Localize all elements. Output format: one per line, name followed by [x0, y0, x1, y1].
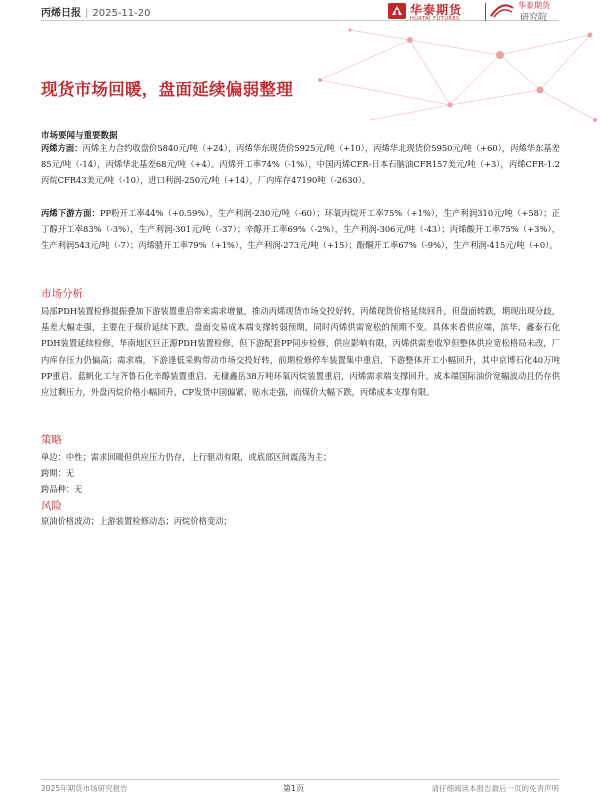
header-separator: |	[85, 8, 89, 19]
strategy-heading: 策略	[41, 434, 62, 446]
institute-top: 华泰期货	[518, 1, 550, 10]
strategy-cross: 跨品种：无	[41, 484, 83, 494]
institute-logo-icon	[490, 2, 514, 18]
report-name: 丙烯日报	[41, 8, 81, 19]
report-header	[41, 4, 151, 19]
network-decoration	[290, 20, 600, 130]
risk-heading: 风险	[41, 500, 62, 512]
report-date: 2025-11-20	[92, 8, 151, 19]
risk-text: 原油价格波动；上游装置检修动态；丙烷价格变动；	[41, 516, 232, 526]
propylene-label: 丙烯方面：	[41, 143, 83, 153]
propylene-text: 丙烯主力合约收盘价5840元/吨（+24），丙烯华东现货价5925元/吨（+10），丙烯华北现货价5950元/吨（+60），丙烯华东基差85元/吨（-14），丙烯华北基差68元/吨（+4）。丙烯开工率74%（-1%），中国丙烯CFR-日本石脑油CFR157美元/吨（+3），丙烯CFR-1.2丙烷CFR43美元/吨（-10），进口利润-250元/吨（+14），厂内库存47190吨（-2630）。	[41, 143, 560, 185]
logo-divider	[485, 3, 486, 21]
huatai-logo-icon	[388, 3, 406, 19]
analysis-text: 局部PDH装置检修提振叠加下游装置重启带来需求增量，推动丙烯现货市场交投好转，丙烯现货价格延续回升，但盘面转跌，期现出现分歧，基差大幅走强，主要在于煤价延续下跌，盘面交易成本端支撑转弱预期，同时丙烯供需宽松的预期不变。具体来看供应端，滨华、鑫泰石化PDH装置延续检修，华南地区巨正源PDH装置检修，但下游配套PP同步检修，供应影响有限，丙烯供需差收窄但整体供应宽松格局未改，厂内库存压力仍偏高；需求端，下游逢低采购带动市场交投好转，前期检修停车装置集中重启，下游整体开工小幅回升，其中京博石化40万吨PP重启、蓝帆化工与齐鲁石化辛醇装置重启、无棣鑫岳38万吨环氧丙烷装置重启，丙烯需求端支撑回升。成本端国际油价宽幅波动且仍存供应过剩压力，外盘丙烷价格小幅回升，CP发货中国偏紧、贴水走强，而煤价大幅下跌，丙烯成本支撑有限。	[41, 306, 560, 398]
news-heading: 市场要闻与重要数据	[41, 131, 118, 141]
strategy-spread: 跨期：无	[41, 468, 75, 478]
page-number: 第1页	[283, 784, 305, 793]
strategy-unilateral: 单边：中性；需求回暖但供应压力仍存，上行驱动有限，或底部区间震荡为主；	[41, 452, 332, 462]
institute-logo	[490, 0, 560, 22]
footer-divider	[41, 779, 559, 780]
page-title: 现货市场回暖，盘面延续偏弱整理	[41, 80, 293, 99]
downstream-paragraph	[41, 205, 560, 253]
downstream-label: 丙烯下游方面：	[41, 208, 100, 218]
brand-cn: 华泰期货	[410, 3, 463, 17]
footer-disclaimer: 请仔细阅读本报告最后一页的免责声明	[431, 784, 559, 793]
analysis-heading: 市场分析	[41, 288, 83, 300]
institute-name: 研究院	[520, 13, 548, 23]
footer-report-name: 2025年期货市场研究报告	[41, 784, 128, 793]
propylene-paragraph	[41, 140, 560, 188]
downstream-text: PP粉开工率44%（+0.59%），生产利润-230元/吨（-60）；环氧丙烷开工率75%（+1%），生产利润310元/吨（+58）；正丁醇开工率83%（-3%），生产利润-301元/吨（-37）；辛醇开工率69%（-2%），生产利润-306元/吨（-43）；丙烯酸开工率75%（+3%），生产利润543元/吨（-7）；丙烯腈开工率79%（+1%），生产利润-273元/吨（+15）；酚酮开工率67%（-9%），生产利润-415元/吨（+0）。	[41, 208, 560, 250]
brand-en: HUATAI FUTURES	[410, 16, 460, 22]
